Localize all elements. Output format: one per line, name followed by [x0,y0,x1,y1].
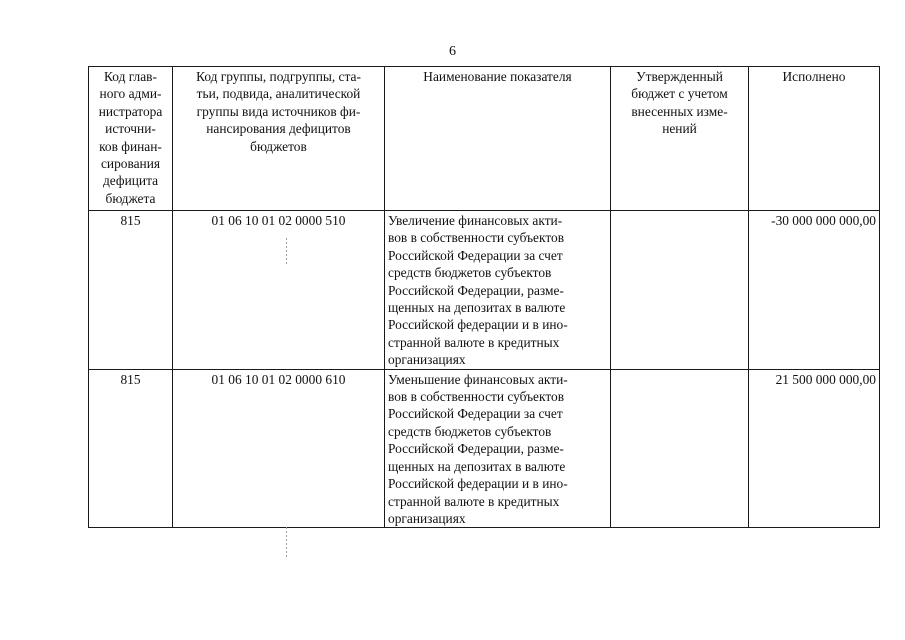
scan-artifact-mark [286,527,287,557]
header-group-code: Код группы, подгруппы, ста- тьи, подвида, аналитической группы вида источников фи- нансирования дефицитов бюджетов [173,67,385,211]
row-executed-amount: 21 500 000 000,00 [749,369,880,528]
row-approved-budget [611,211,749,370]
scan-artifact-mark [286,238,287,266]
table-row [89,369,880,528]
row-group-code: 01 06 10 01 02 0000 510 [173,211,385,370]
header-indicator-name: Наименование показателя [385,67,611,211]
row-group-code: 01 06 10 01 02 0000 610 [173,369,385,528]
row-admin-code: 815 [89,369,173,528]
row-admin-code: 815 [89,211,173,370]
row-indicator-name: Увеличение финансовых акти- вов в собственности субъектов Российской Федерации за счет средств бюджетов субъектов Российской Федерации, разме- щенных на депозитах в валюте Российской федерации и в ино- странной валюте в кредитных организациях [385,211,611,370]
header-executed: Исполнено [749,67,880,211]
table-row [89,211,880,370]
page-number: 6 [449,44,456,59]
row-executed-amount: -30 000 000 000,00 [749,211,880,370]
row-approved-budget [611,369,749,528]
row-indicator-name: Уменьшение финансовых акти- вов в собственности субъектов Российской Федерации за счет средств бюджетов субъектов Российской Федерации, разме- щенных на депозитах в валюте Российской федерации и в ино- странной валюте в кредитных организациях [385,369,611,528]
header-admin-code: Код глав- ного адми- нистратора источни- ков финан- сирования дефицита бюджета [89,67,173,211]
budget-deficit-sources-table [88,66,880,528]
header-approved-budget: Утвержденный бюджет с учетом внесенных изме- нений [611,67,749,211]
table-header-row [89,67,880,211]
